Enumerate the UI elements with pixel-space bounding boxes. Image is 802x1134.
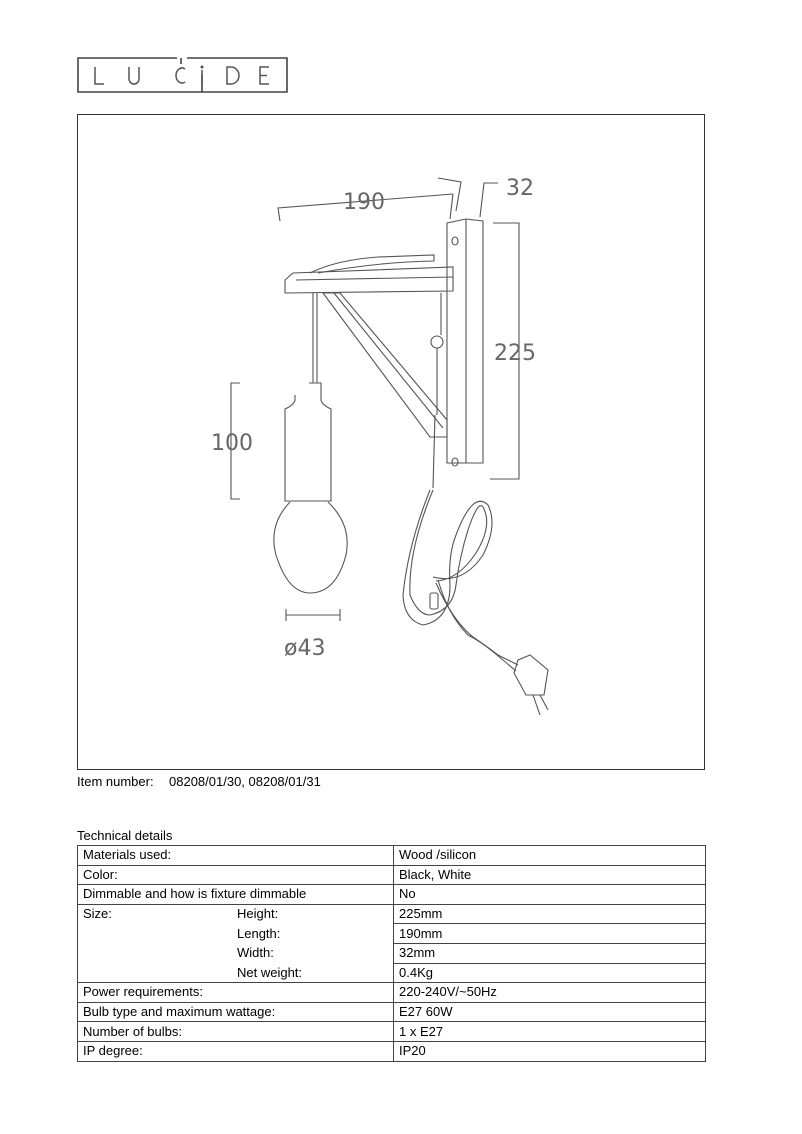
spec-value: 220-240V/~50Hz — [394, 983, 706, 1003]
spec-label-cell — [78, 885, 394, 905]
spec-row — [78, 924, 706, 944]
spec-value: 32mm — [394, 943, 706, 963]
dim-socket-height: 100 — [211, 431, 253, 456]
spec-value: 190mm — [394, 924, 706, 944]
technical-details-title: Technical details — [77, 828, 173, 843]
spec-label-cell — [78, 1022, 394, 1042]
spec-row — [78, 885, 706, 905]
spec-label-cell — [78, 983, 394, 1003]
spec-value: 0.4Kg — [394, 963, 706, 983]
lucide-logo — [77, 57, 288, 93]
spec-value: E27 60W — [394, 1002, 706, 1022]
spec-label: Color: — [83, 866, 118, 882]
item-number-label: Item number: — [77, 774, 154, 789]
spec-sublabel: Net weight: — [237, 964, 303, 980]
spec-value: Wood /silicon — [394, 846, 706, 866]
spec-label-cell — [78, 846, 394, 866]
spec-label-cell — [78, 1002, 394, 1022]
product-drawing — [77, 114, 705, 770]
spec-value: IP20 — [394, 1041, 706, 1061]
spec-label-cell — [78, 865, 394, 885]
spec-label: Size: — [83, 906, 112, 922]
spec-row — [78, 846, 706, 866]
spec-sublabel: Width: — [237, 945, 274, 961]
spec-value: Black, White — [394, 865, 706, 885]
spec-value: No — [394, 885, 706, 905]
spec-label: Number of bulbs: — [83, 1023, 182, 1039]
spec-value: 1 x E27 — [394, 1022, 706, 1042]
spec-row — [78, 963, 706, 983]
dim-height: 225 — [494, 341, 536, 366]
technical-drawing — [78, 115, 706, 771]
dim-length: 190 — [343, 190, 385, 215]
dim-width: 32 — [506, 176, 534, 201]
spec-row — [78, 1022, 706, 1042]
spec-label: Materials used: — [83, 847, 172, 863]
dim-diameter: ø43 — [284, 636, 326, 661]
spec-label: Dimmable and how is fixture dimmable — [83, 886, 307, 902]
item-number-value: 08208/01/30, 08208/01/31 — [169, 774, 321, 789]
spec-label: Power requirements: — [83, 984, 203, 1000]
spec-row — [78, 1002, 706, 1022]
spec-sublabel: Height: — [237, 906, 279, 922]
spec-row — [78, 904, 706, 924]
spec-row — [78, 865, 706, 885]
spec-label-cell — [78, 963, 394, 983]
spec-label: Bulb type and maximum wattage: — [83, 1004, 276, 1020]
spec-label: IP degree: — [83, 1043, 143, 1059]
technical-details-table — [77, 845, 706, 1062]
item-number — [77, 774, 321, 789]
spec-sublabel: Length: — [237, 925, 281, 941]
spec-label-cell — [78, 924, 394, 944]
spec-row — [78, 1041, 706, 1061]
spec-label-cell — [78, 1041, 394, 1061]
spec-label-cell — [78, 904, 394, 924]
spec-row — [78, 943, 706, 963]
spec-row — [78, 983, 706, 1003]
spec-value: 225mm — [394, 904, 706, 924]
spec-label-cell — [78, 943, 394, 963]
